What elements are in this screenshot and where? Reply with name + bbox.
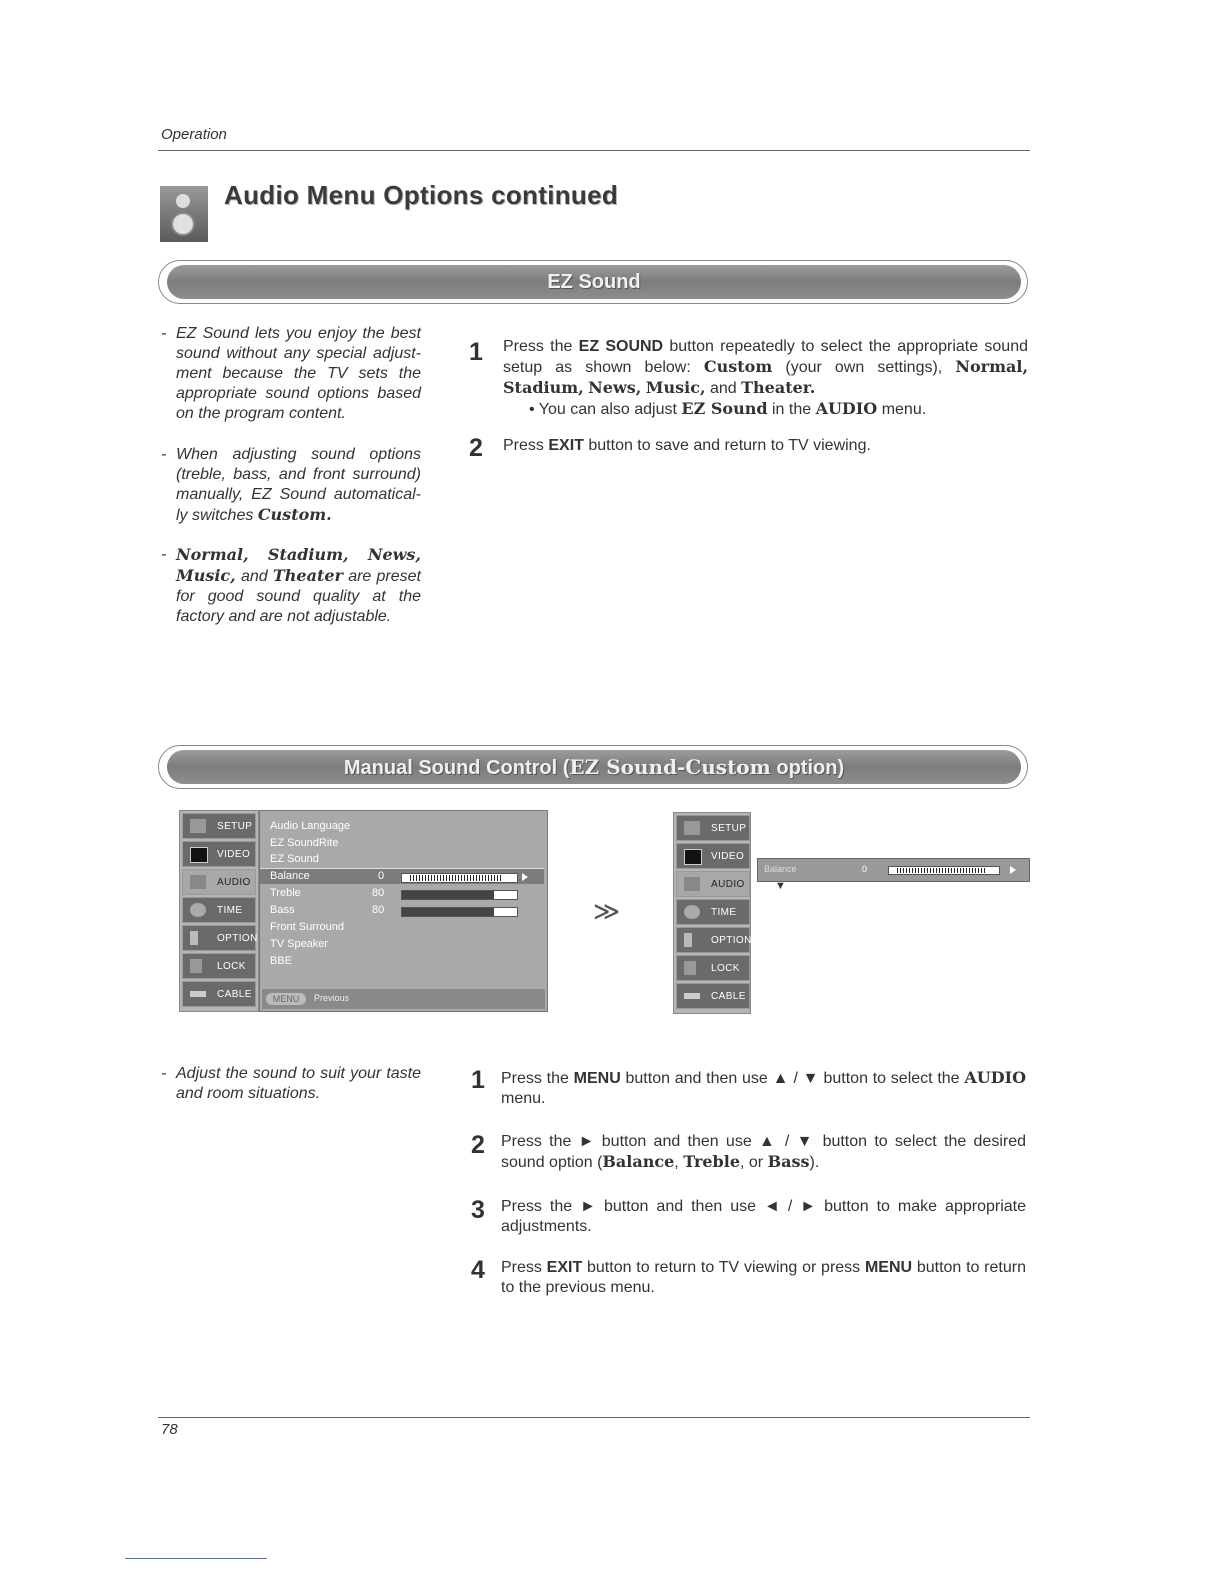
manual-step-2-text: Press the ► button and then use ▲ / ▼ button to select the desired sound option (Balance, Treble, or Bass). [501,1133,1026,1171]
time-icon [190,903,206,917]
tv2-side-lock[interactable]: LOCK [676,955,750,981]
tv-side-menu-2 [673,812,751,1014]
page-title: Audio Menu Options continued [224,180,619,210]
ez-step-2-number: 2 [469,434,483,462]
manual-step-3-text: Press the ► button and then use ◄ / ► button to make appropriate adjustments. [501,1198,1026,1235]
tv-side-menu [179,810,259,1012]
tv-menu-balance[interactable]: Balance [270,870,310,882]
manual-sound-banner-label: Manual Sound Control (EZ Sound-Custom option) [167,750,1021,784]
audio-icon [684,877,700,891]
page-number: 78 [161,1421,178,1438]
balance-right-arrow [522,873,528,881]
tv-side-video[interactable]: VIDEO [182,841,256,867]
bass-bar[interactable] [401,907,518,917]
tv2-side-setup[interactable]: SETUP [676,815,750,841]
tv2-side-video[interactable]: VIDEO [676,843,750,869]
manual-step-4-number: 4 [471,1256,485,1284]
tv-menu-tv-speaker[interactable]: TV Speaker [270,938,329,950]
setup-icon [684,821,700,835]
tv-side-option[interactable]: OPTION [182,925,256,951]
option-icon [684,933,692,947]
manual-step-1-text: Press the MENU button and then use ▲ / ▼ button to select the AUDIO menu. [501,1068,1027,1107]
ez-sound-banner [158,260,1028,304]
tv-side-setup[interactable]: SETUP [182,813,256,839]
header-rule [158,150,1030,151]
tv-menu-bbe[interactable]: BBE [270,955,293,967]
tv2-side-audio[interactable]: AUDIO [676,871,750,897]
video-icon [684,849,702,865]
footer-link-underline [125,1558,267,1559]
balance-popup-label: Balance [764,864,797,874]
ez-step-1-text: Press the EZ SOUND button repeatedly to select the appropriate sound setup as shown below: Custom (your own settings), Normal, Stadium, News, Music, and Theater. • You can also adjust EZ Sound in the AUDIO menu. [503,338,1029,418]
manual-step-3-number: 3 [471,1196,485,1224]
ez-note-1: - EZ Sound lets you enjoy the best sound without any special adjust-ment because the TV sets the appropriate sound options based on the program content. [161,325,421,422]
tv-side-cable[interactable]: CABLE [182,981,256,1007]
ez-step-2-text: Press EXIT button to save and return to TV viewing. [503,437,871,454]
tv-audio-menu [259,810,548,1012]
manual-step-1-number: 1 [471,1066,485,1094]
section-label: Operation [161,126,227,143]
balance-value: 0 [378,870,385,882]
footer-rule [158,1417,1030,1418]
balance-popup[interactable] [757,858,1030,882]
video-icon [190,847,208,863]
previous-label: Previous [314,993,350,1003]
transition-arrow: ≫ [593,896,621,926]
tv-menu-front-surround[interactable]: Front Surround [270,921,344,933]
ez-sound-banner-label: EZ Sound [167,265,1021,299]
lock-icon [684,961,696,975]
tv-menu-audio-language[interactable]: Audio Language [270,820,351,832]
tv2-side-time[interactable]: TIME [676,899,750,925]
ez-note-2: - When adjusting sound options (treble, bass, and front surround) manually, EZ Sound automatical-ly switches Custom. [161,446,421,524]
speaker-icon [160,186,208,242]
option-icon [190,931,198,945]
ez-step-1-number: 1 [469,338,483,366]
bass-value: 80 [372,904,385,916]
audio-icon [190,875,206,889]
tv-menu-ez-soundrite[interactable]: EZ SoundRite [270,837,339,849]
balance-popup-value: 0 [862,864,868,874]
balance-bar[interactable] [401,873,518,883]
tv-menu-bass[interactable]: Bass [270,904,295,916]
tv2-side-cable[interactable]: CABLE [676,983,750,1009]
treble-value: 80 [372,887,385,899]
balance-popup-bar[interactable] [888,866,1000,875]
time-icon [684,905,700,919]
down-arrow-icon: ▼ [775,880,786,892]
lock-icon [190,959,202,973]
manual-note: - Adjust the sound to suit your taste and room situations. [161,1065,421,1102]
treble-bar[interactable] [401,890,518,900]
cable-icon [190,991,206,997]
manual-step-4-text: Press EXIT button to return to TV viewing or press MENU button to return to the previous menu. [501,1259,1026,1296]
manual-step-2-number: 2 [471,1131,485,1159]
menu-key[interactable]: MENU [266,993,306,1005]
cable-icon [684,993,700,999]
tv2-side-option[interactable]: OPTION [676,927,750,953]
tv-menu-footer [262,989,545,1009]
setup-icon [190,819,206,833]
tv-side-time[interactable]: TIME [182,897,256,923]
tv-menu-treble[interactable]: Treble [270,887,301,899]
manual-sound-banner [158,745,1028,789]
tv-side-lock[interactable]: LOCK [182,953,256,979]
tv-side-audio[interactable]: AUDIO [182,869,256,895]
tv-menu-ez-sound[interactable]: EZ Sound [270,853,319,865]
popup-right-arrow [1010,866,1016,874]
ez-note-3: - Normal, Stadium, News, Music, and Theater are preset for good sound quality at the factory and are not adjustable. [161,545,422,625]
